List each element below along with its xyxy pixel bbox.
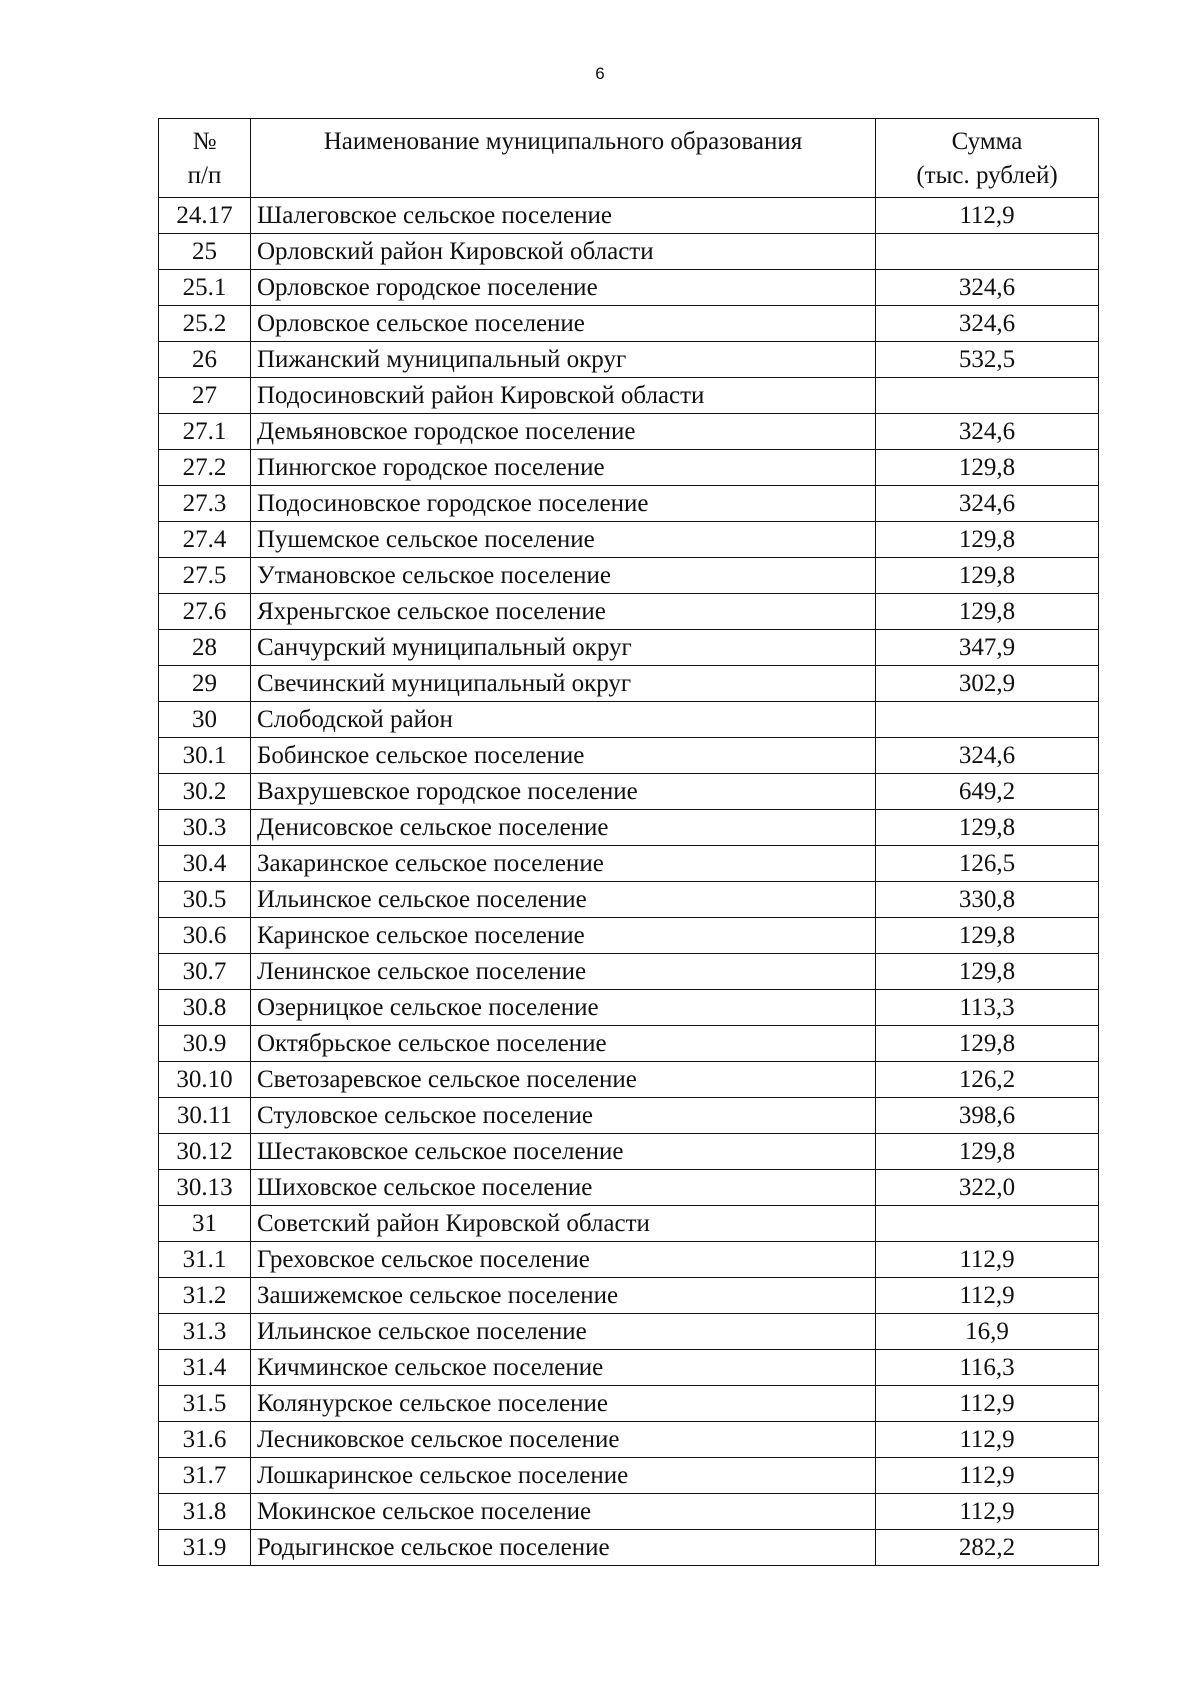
row-sum-cell bbox=[876, 378, 1099, 414]
table-row bbox=[159, 1278, 1099, 1314]
row-sum-cell: 324,6 bbox=[876, 414, 1099, 450]
header-number-line1: № bbox=[192, 128, 217, 155]
row-number-cell: 31.1 bbox=[159, 1242, 251, 1278]
table-row bbox=[159, 486, 1099, 522]
row-name-cell: Стуловское сельское поселение bbox=[251, 1098, 876, 1134]
table-row bbox=[159, 342, 1099, 378]
table-row bbox=[159, 414, 1099, 450]
row-sum-cell: 112,9 bbox=[876, 1242, 1099, 1278]
table-row bbox=[159, 1458, 1099, 1494]
row-number-cell: 30.2 bbox=[159, 774, 251, 810]
row-sum-cell: 112,9 bbox=[876, 1386, 1099, 1422]
table-row bbox=[159, 990, 1099, 1026]
row-number-cell: 27.1 bbox=[159, 414, 251, 450]
table-row bbox=[159, 1530, 1099, 1566]
row-number-cell: 30.7 bbox=[159, 954, 251, 990]
row-name-cell: Шалеговское сельское поселение bbox=[251, 198, 876, 234]
row-sum-cell: 302,9 bbox=[876, 666, 1099, 702]
row-sum-cell: 126,2 bbox=[876, 1062, 1099, 1098]
table-row bbox=[159, 666, 1099, 702]
row-number-cell: 27.6 bbox=[159, 594, 251, 630]
row-number-cell: 25 bbox=[159, 234, 251, 270]
table-row bbox=[159, 270, 1099, 306]
row-sum-cell: 324,6 bbox=[876, 738, 1099, 774]
row-sum-cell: 112,9 bbox=[876, 1422, 1099, 1458]
row-number-cell: 30.10 bbox=[159, 1062, 251, 1098]
row-number-cell: 31.8 bbox=[159, 1494, 251, 1530]
row-sum-cell: 112,9 bbox=[876, 1278, 1099, 1314]
table-row bbox=[159, 882, 1099, 918]
row-sum-cell: 324,6 bbox=[876, 486, 1099, 522]
header-sum-line2: (тыс. рублей) bbox=[916, 161, 1058, 189]
table-row bbox=[159, 1422, 1099, 1458]
row-name-cell: Подосиновский район Кировской области bbox=[251, 378, 876, 414]
header-number bbox=[159, 119, 251, 198]
row-number-cell: 27 bbox=[159, 378, 251, 414]
row-sum-cell: 330,8 bbox=[876, 882, 1099, 918]
row-sum-cell bbox=[876, 234, 1099, 270]
row-number-cell: 24.17 bbox=[159, 198, 251, 234]
table-row bbox=[159, 234, 1099, 270]
row-name-cell: Орловский район Кировской области bbox=[251, 234, 876, 270]
row-number-cell: 25.2 bbox=[159, 306, 251, 342]
row-number-cell: 30.9 bbox=[159, 1026, 251, 1062]
header-sum bbox=[876, 119, 1099, 198]
row-number-cell: 27.5 bbox=[159, 558, 251, 594]
table-row bbox=[159, 378, 1099, 414]
row-sum-cell: 129,8 bbox=[876, 594, 1099, 630]
row-name-cell: Греховское сельское поселение bbox=[251, 1242, 876, 1278]
row-name-cell: Кичминское сельское поселение bbox=[251, 1350, 876, 1386]
table-row bbox=[159, 702, 1099, 738]
table-row bbox=[159, 1494, 1099, 1530]
row-number-cell: 30.4 bbox=[159, 846, 251, 882]
row-sum-cell: 532,5 bbox=[876, 342, 1099, 378]
row-name-cell: Октябрьское сельское поселение bbox=[251, 1026, 876, 1062]
row-number-cell: 31.6 bbox=[159, 1422, 251, 1458]
row-name-cell: Орловское городское поселение bbox=[251, 270, 876, 306]
row-number-cell: 31 bbox=[159, 1206, 251, 1242]
row-sum-cell: 116,3 bbox=[876, 1350, 1099, 1386]
row-number-cell: 30 bbox=[159, 702, 251, 738]
row-number-cell: 31.9 bbox=[159, 1530, 251, 1566]
table-row bbox=[159, 1386, 1099, 1422]
row-sum-cell: 649,2 bbox=[876, 774, 1099, 810]
header-name: Наименование муниципального образования bbox=[251, 119, 876, 198]
header-sum-line1: Сумма bbox=[951, 128, 1023, 155]
row-number-cell: 31.7 bbox=[159, 1458, 251, 1494]
table-row bbox=[159, 522, 1099, 558]
row-sum-cell bbox=[876, 702, 1099, 738]
row-sum-cell: 398,6 bbox=[876, 1098, 1099, 1134]
row-name-cell: Советский район Кировской области bbox=[251, 1206, 876, 1242]
row-sum-cell: 129,8 bbox=[876, 1026, 1099, 1062]
row-sum-cell: 16,9 bbox=[876, 1314, 1099, 1350]
row-sum-cell: 282,2 bbox=[876, 1530, 1099, 1566]
row-name-cell: Лошкаринское сельское поселение bbox=[251, 1458, 876, 1494]
row-sum-cell: 324,6 bbox=[876, 270, 1099, 306]
table-row bbox=[159, 1206, 1099, 1242]
row-sum-cell bbox=[876, 1206, 1099, 1242]
table-row bbox=[159, 1350, 1099, 1386]
table-row bbox=[159, 738, 1099, 774]
row-number-cell: 31.5 bbox=[159, 1386, 251, 1422]
row-number-cell: 31.4 bbox=[159, 1350, 251, 1386]
row-number-cell: 30.8 bbox=[159, 990, 251, 1026]
header-number-line2: п/п bbox=[187, 161, 222, 189]
table-row bbox=[159, 450, 1099, 486]
row-number-cell: 30.1 bbox=[159, 738, 251, 774]
row-name-cell: Шиховское сельское поселение bbox=[251, 1170, 876, 1206]
row-name-cell: Вахрушевское городское поселение bbox=[251, 774, 876, 810]
row-number-cell: 30.3 bbox=[159, 810, 251, 846]
row-name-cell: Ильинское сельское поселение bbox=[251, 1314, 876, 1350]
row-name-cell: Подосиновское городское поселение bbox=[251, 486, 876, 522]
row-number-cell: 30.11 bbox=[159, 1098, 251, 1134]
row-number-cell: 31.2 bbox=[159, 1278, 251, 1314]
row-number-cell: 30.6 bbox=[159, 918, 251, 954]
row-name-cell: Мокинское сельское поселение bbox=[251, 1494, 876, 1530]
row-sum-cell: 129,8 bbox=[876, 450, 1099, 486]
row-sum-cell: 112,9 bbox=[876, 1458, 1099, 1494]
row-sum-cell: 129,8 bbox=[876, 522, 1099, 558]
row-name-cell: Пинюгское городское поселение bbox=[251, 450, 876, 486]
table-header-row bbox=[159, 119, 1099, 198]
row-name-cell: Шестаковское сельское поселение bbox=[251, 1134, 876, 1170]
row-sum-cell: 126,5 bbox=[876, 846, 1099, 882]
row-name-cell: Бобинское сельское поселение bbox=[251, 738, 876, 774]
row-sum-cell: 113,3 bbox=[876, 990, 1099, 1026]
table-row bbox=[159, 306, 1099, 342]
table-row bbox=[159, 594, 1099, 630]
row-number-cell: 30.13 bbox=[159, 1170, 251, 1206]
table-row bbox=[159, 1026, 1099, 1062]
row-name-cell: Утмановское сельское поселение bbox=[251, 558, 876, 594]
table-row bbox=[159, 198, 1099, 234]
table-row bbox=[159, 810, 1099, 846]
row-name-cell: Свечинский муниципальный округ bbox=[251, 666, 876, 702]
row-number-cell: 27.2 bbox=[159, 450, 251, 486]
municipal-funding-table bbox=[158, 118, 1099, 1566]
table-row bbox=[159, 1314, 1099, 1350]
row-name-cell: Ильинское сельское поселение bbox=[251, 882, 876, 918]
row-sum-cell: 129,8 bbox=[876, 1134, 1099, 1170]
table-row bbox=[159, 846, 1099, 882]
table-body bbox=[159, 198, 1099, 1566]
row-name-cell: Озерницкое сельское поселение bbox=[251, 990, 876, 1026]
row-sum-cell: 322,0 bbox=[876, 1170, 1099, 1206]
table-row bbox=[159, 918, 1099, 954]
page-number: 6 bbox=[595, 64, 605, 83]
row-sum-cell: 112,9 bbox=[876, 1494, 1099, 1530]
row-name-cell: Слободской район bbox=[251, 702, 876, 738]
row-number-cell: 27.3 bbox=[159, 486, 251, 522]
row-name-cell: Зашижемское сельское поселение bbox=[251, 1278, 876, 1314]
row-sum-cell: 129,8 bbox=[876, 918, 1099, 954]
row-number-cell: 29 bbox=[159, 666, 251, 702]
table-row bbox=[159, 1170, 1099, 1206]
table-row bbox=[159, 954, 1099, 990]
row-sum-cell: 112,9 bbox=[876, 198, 1099, 234]
row-name-cell: Ленинское сельское поселение bbox=[251, 954, 876, 990]
table-row bbox=[159, 1134, 1099, 1170]
row-number-cell: 25.1 bbox=[159, 270, 251, 306]
row-name-cell: Демьяновское городское поселение bbox=[251, 414, 876, 450]
row-sum-cell: 129,8 bbox=[876, 810, 1099, 846]
row-name-cell: Светозаревское сельское поселение bbox=[251, 1062, 876, 1098]
row-name-cell: Колянурское сельское поселение bbox=[251, 1386, 876, 1422]
row-number-cell: 27.4 bbox=[159, 522, 251, 558]
row-number-cell: 26 bbox=[159, 342, 251, 378]
row-name-cell: Родыгинское сельское поселение bbox=[251, 1530, 876, 1566]
table-row bbox=[159, 1098, 1099, 1134]
row-sum-cell: 324,6 bbox=[876, 306, 1099, 342]
table-row bbox=[159, 1242, 1099, 1278]
table-row bbox=[159, 630, 1099, 666]
table-row bbox=[159, 558, 1099, 594]
table-row bbox=[159, 774, 1099, 810]
row-sum-cell: 347,9 bbox=[876, 630, 1099, 666]
row-name-cell: Каринское сельское поселение bbox=[251, 918, 876, 954]
row-number-cell: 30.12 bbox=[159, 1134, 251, 1170]
row-name-cell: Яхреньгское сельское поселение bbox=[251, 594, 876, 630]
row-name-cell: Пушемское сельское поселение bbox=[251, 522, 876, 558]
row-number-cell: 30.5 bbox=[159, 882, 251, 918]
row-name-cell: Санчурский муниципальный округ bbox=[251, 630, 876, 666]
row-name-cell: Орловское сельское поселение bbox=[251, 306, 876, 342]
row-sum-cell: 129,8 bbox=[876, 558, 1099, 594]
table-row bbox=[159, 1062, 1099, 1098]
row-number-cell: 28 bbox=[159, 630, 251, 666]
row-name-cell: Закаринское сельское поселение bbox=[251, 846, 876, 882]
row-name-cell: Пижанский муниципальный округ bbox=[251, 342, 876, 378]
row-name-cell: Денисовское сельское поселение bbox=[251, 810, 876, 846]
row-name-cell: Лесниковское сельское поселение bbox=[251, 1422, 876, 1458]
row-sum-cell: 129,8 bbox=[876, 954, 1099, 990]
row-number-cell: 31.3 bbox=[159, 1314, 251, 1350]
